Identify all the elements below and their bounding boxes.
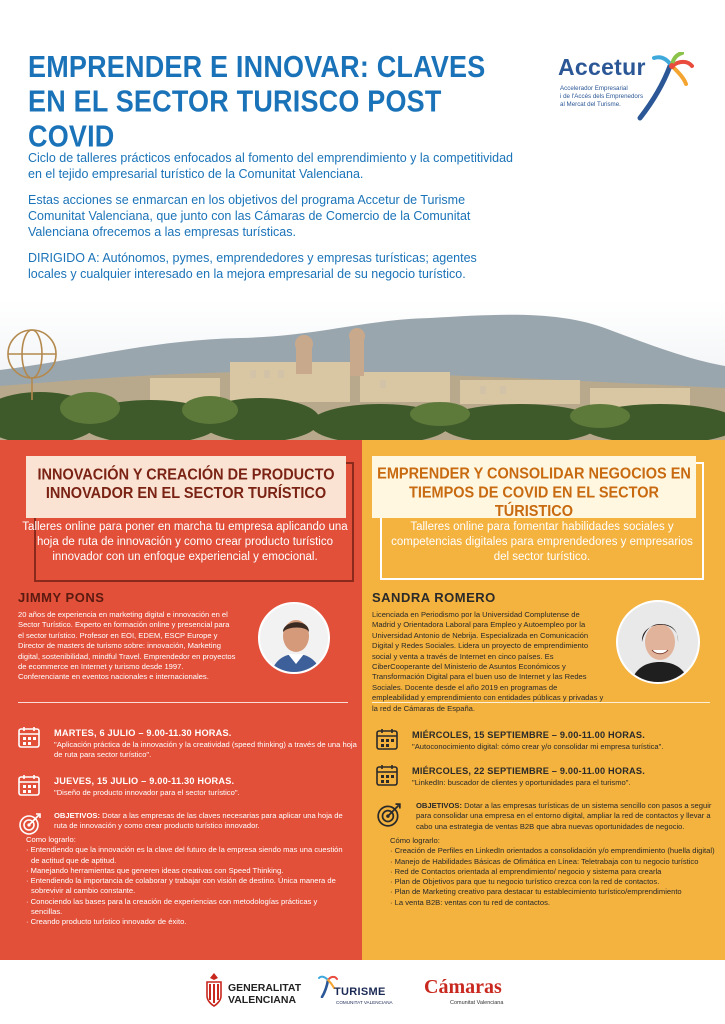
right-session-2 <box>376 764 716 794</box>
list-item: · Entendiendo que la innovación es la clave del futuro de la empresa siendo mas una cuestión de actitud que de aptitud. <box>26 845 343 865</box>
coat-of-arms-icon <box>204 972 224 1010</box>
camaras-logo <box>424 970 534 1014</box>
title-line-1: EMPRENDER E INNOVAR: CLAVES <box>28 50 486 84</box>
list-item: · Plan de Marketing creativo para destacar tu establecimiento turístico/emprendimiento <box>390 887 682 897</box>
session-description: "LinkedIn: buscador de clientes y oportunidades para el turismo". <box>412 778 631 787</box>
left-workshop-title <box>26 466 346 503</box>
left-how-to-list <box>26 845 350 927</box>
calendar-icon <box>376 764 398 786</box>
objectives-label: OBJETIVOS: <box>54 811 100 820</box>
speaker-portrait-icon <box>260 604 330 674</box>
list-item: · Creación de Perfiles en LinkedIn orientados a consolidación y/o emprendimiento (huella digital) <box>390 846 715 856</box>
right-how-to-list <box>390 846 716 908</box>
turisme-wordmark: TURISME <box>334 986 386 998</box>
left-workshop-column <box>0 440 362 960</box>
left-session-2 <box>18 774 358 804</box>
right-title-line-2: TIEMPOS DE COVID EN EL SECTOR TÚRISTICO <box>408 484 660 521</box>
right-speaker-bio: Licenciada en Periodismo por la Universidad Complutense de Madrid y Orientadora Laboral para Empleo y Autoempleo por la Universidad Antonio de Nebrija. Especializada en Comunicación Digital y Redes Sociales. Lidera un proyecto de emprendimiento social y venta a través de Internet en cinco países. Es CiberCooperante del Ministerio de Asuntos Económicos y Transformación Digital para el buen uso de Internet y las Redes Sociales. Docente desde el año 2019 en programas de empleabilidad y emprendimiento con entidades públicas y privadas y la red de Cámaras de España. <box>372 610 604 713</box>
list-item: · Manejo de Habilidades Básicas de Ofimática en Línea: Teletrabaja con tu negocio turístico <box>390 856 699 866</box>
calendar-icon <box>376 728 398 750</box>
camaras-subtitle: Comunitat Valenciana <box>450 1000 504 1006</box>
palm-tree-icon <box>632 52 694 122</box>
left-session-1 <box>18 726 358 762</box>
left-speaker-name: JIMMY PONS <box>18 590 105 605</box>
logo-sub-line-3: al Mercat del Turisme. <box>560 101 621 108</box>
right-workshop-column <box>362 440 725 960</box>
sandra-romero-photo <box>616 600 700 684</box>
calendar-icon <box>18 726 40 748</box>
logo-sub-line-1: Accelerador Empresarial <box>560 85 628 92</box>
jimmy-pons-photo <box>258 602 330 674</box>
objectives-label: OBJETIVOS: <box>416 801 462 810</box>
right-objectives <box>416 801 716 832</box>
title-line-2: EN EL SECTOR TURISCO POST COVID <box>28 84 442 154</box>
target-icon <box>376 802 402 828</box>
intro-paragraph-2: Estas acciones se enmarcan en los objetivos del programa Accetur de Turisme Comunitat Valenciana, que junto con las Cámaras de Comercio de la Comunitat Valenciana ofrecemos a las empresas turísticas. <box>28 193 471 239</box>
generalitat-valenciana-logo <box>204 972 304 1012</box>
list-item: · Creando producto turístico innovador de éxito. <box>26 917 187 927</box>
list-item: · Entendiendo la importancia de colaborar y trabajar con visión de destino. Única manera de sobrevivir al cambio constante. <box>26 876 336 896</box>
left-objectives <box>54 811 350 832</box>
target-icon <box>18 812 42 836</box>
left-divider <box>18 702 348 703</box>
session-date: JUEVES, 15 JULIO – 9.00-11.30 HORAS. <box>54 776 235 786</box>
generalitat-wordmark <box>228 982 301 1006</box>
left-workshop-description: Talleres online para poner en marcha tu empresa aplicando una hoja de ruta de innovación y como crear producto turístico innovador con un enfoque experiencial y emocional. <box>22 521 348 563</box>
town-landscape-photo <box>0 300 725 440</box>
session-date: MIÉRCOLES, 22 SEPTIEMBRE – 9.00-11.00 HORAS. <box>412 766 645 776</box>
list-item: · Plan de Objetivos para que tu negocio turístico crezca con la red de contactos. <box>390 877 660 887</box>
list-item: · La venta B2B: ventas con tu red de contactos. <box>390 897 550 907</box>
intro-paragraph-3: DIRIGIDO A: Autónomos, pymes, emprendedores y empresas turísticas; agentes locales y cualquier interesado en la mejora empresarial de su negocio turístico. <box>28 251 477 281</box>
right-workshop-description: Talleres online para fomentar habilidades sociales y competencias digitales para emprendedores y empresarios del sector turístico. <box>391 521 693 563</box>
gv-line-2: VALENCIANA <box>228 994 297 1006</box>
right-session-1 <box>376 728 716 758</box>
session-date: MIÉRCOLES, 15 SEPTIEMBRE – 9.00-11.00 HORAS. <box>412 730 645 740</box>
logo-sub-line-2: i de l'Accés dels Emprenedors <box>560 93 644 100</box>
right-speaker-name: SANDRA ROMERO <box>372 590 496 605</box>
how-to-label: Como lograrlo: <box>26 835 76 844</box>
session-description: "Autoconocimiento digital: cómo crear y/o consolidar mi empresa turística". <box>412 742 664 751</box>
how-to-label: Cómo lograrlo: <box>390 836 440 845</box>
accetur-logo-word: Accetur <box>558 54 646 80</box>
list-item: · Red de Contactos orientada al emprendimiento/ negocio y sistema para crearla <box>390 866 662 876</box>
list-item: · Conociendo las bases para la creación de experiencias con metodologías prácticas y sencillas. <box>26 896 318 917</box>
calendar-icon <box>18 774 40 796</box>
intro-paragraph-1: Ciclo de talleres prácticos enfocados al fomento del emprendimiento y la competitividad en el tejido empresarial turístico de la Comunitat Valenciana. <box>28 151 513 181</box>
list-item: · Manejando herramientas que generen ideas creativas con Speed Thinking. <box>26 865 284 875</box>
intro-text <box>28 150 518 292</box>
gv-line-1: GENERALITAT <box>228 982 302 994</box>
sponsor-footer <box>0 960 725 1024</box>
left-title-line-2: INNOVADOR EN EL SECTOR TURÍSTICO <box>45 485 327 503</box>
objectives-text: Dotar a las empresas de las claves necesarias para aplicar una hoja de ruta de innovación y como crear producto turístico innovador. <box>54 811 343 831</box>
speaker-portrait-icon <box>618 602 700 684</box>
camaras-wordmark: Cámaras <box>424 976 502 998</box>
accetur-logo <box>556 52 696 122</box>
right-title-line-1: EMPRENDER Y CONSOLIDAR NEGOCIOS EN <box>377 465 691 484</box>
left-speaker-bio: 20 años de experiencia en marketing digital e innovación en el Sector Turístico. Experto en formación online y presencial para el sector turístico. Profesor en EOI, EDEM, ESCP Europe y Director de masters de turismo sobre: innovación, Marketing digital, sostenibilidad, mindful Travel. Emprendedor en proyectos de ecommerce en Internet y turismo desde 1997. Conferenciante en eventos nacionales e internacionales. <box>18 610 236 682</box>
right-how-to <box>390 836 716 908</box>
session-description: "Aplicación práctica de la innovación y la creatividad (speed thinking) a través de una hoja de ruta para sector turístico". <box>54 740 357 759</box>
left-how-to <box>26 835 350 928</box>
page-title <box>28 50 528 154</box>
objectives-text: Dotar a las empresas turísticas de un sistema sencillo con pasos a seguir para consolidar una empresa en el entorno digital, ampliar la red de contactos y llevar a cabo una estrategia de ventas B2B que abra nuevas oportunidades de negocio. <box>416 801 712 831</box>
right-divider <box>372 702 710 703</box>
right-workshop-title <box>372 465 696 521</box>
session-description: "Diseño de producto innovador para el sector turístico". <box>54 788 240 797</box>
left-title-line-1: INNOVACIÓN Y CREACIÓN DE PRODUCTO <box>37 466 335 484</box>
session-date: MARTES, 6 JULIO – 9.00-11.30 HORAS. <box>54 728 232 738</box>
turisme-subtitle: COMUNITAT VALENCIANA <box>336 1000 393 1005</box>
turisme-logo <box>318 974 408 1014</box>
